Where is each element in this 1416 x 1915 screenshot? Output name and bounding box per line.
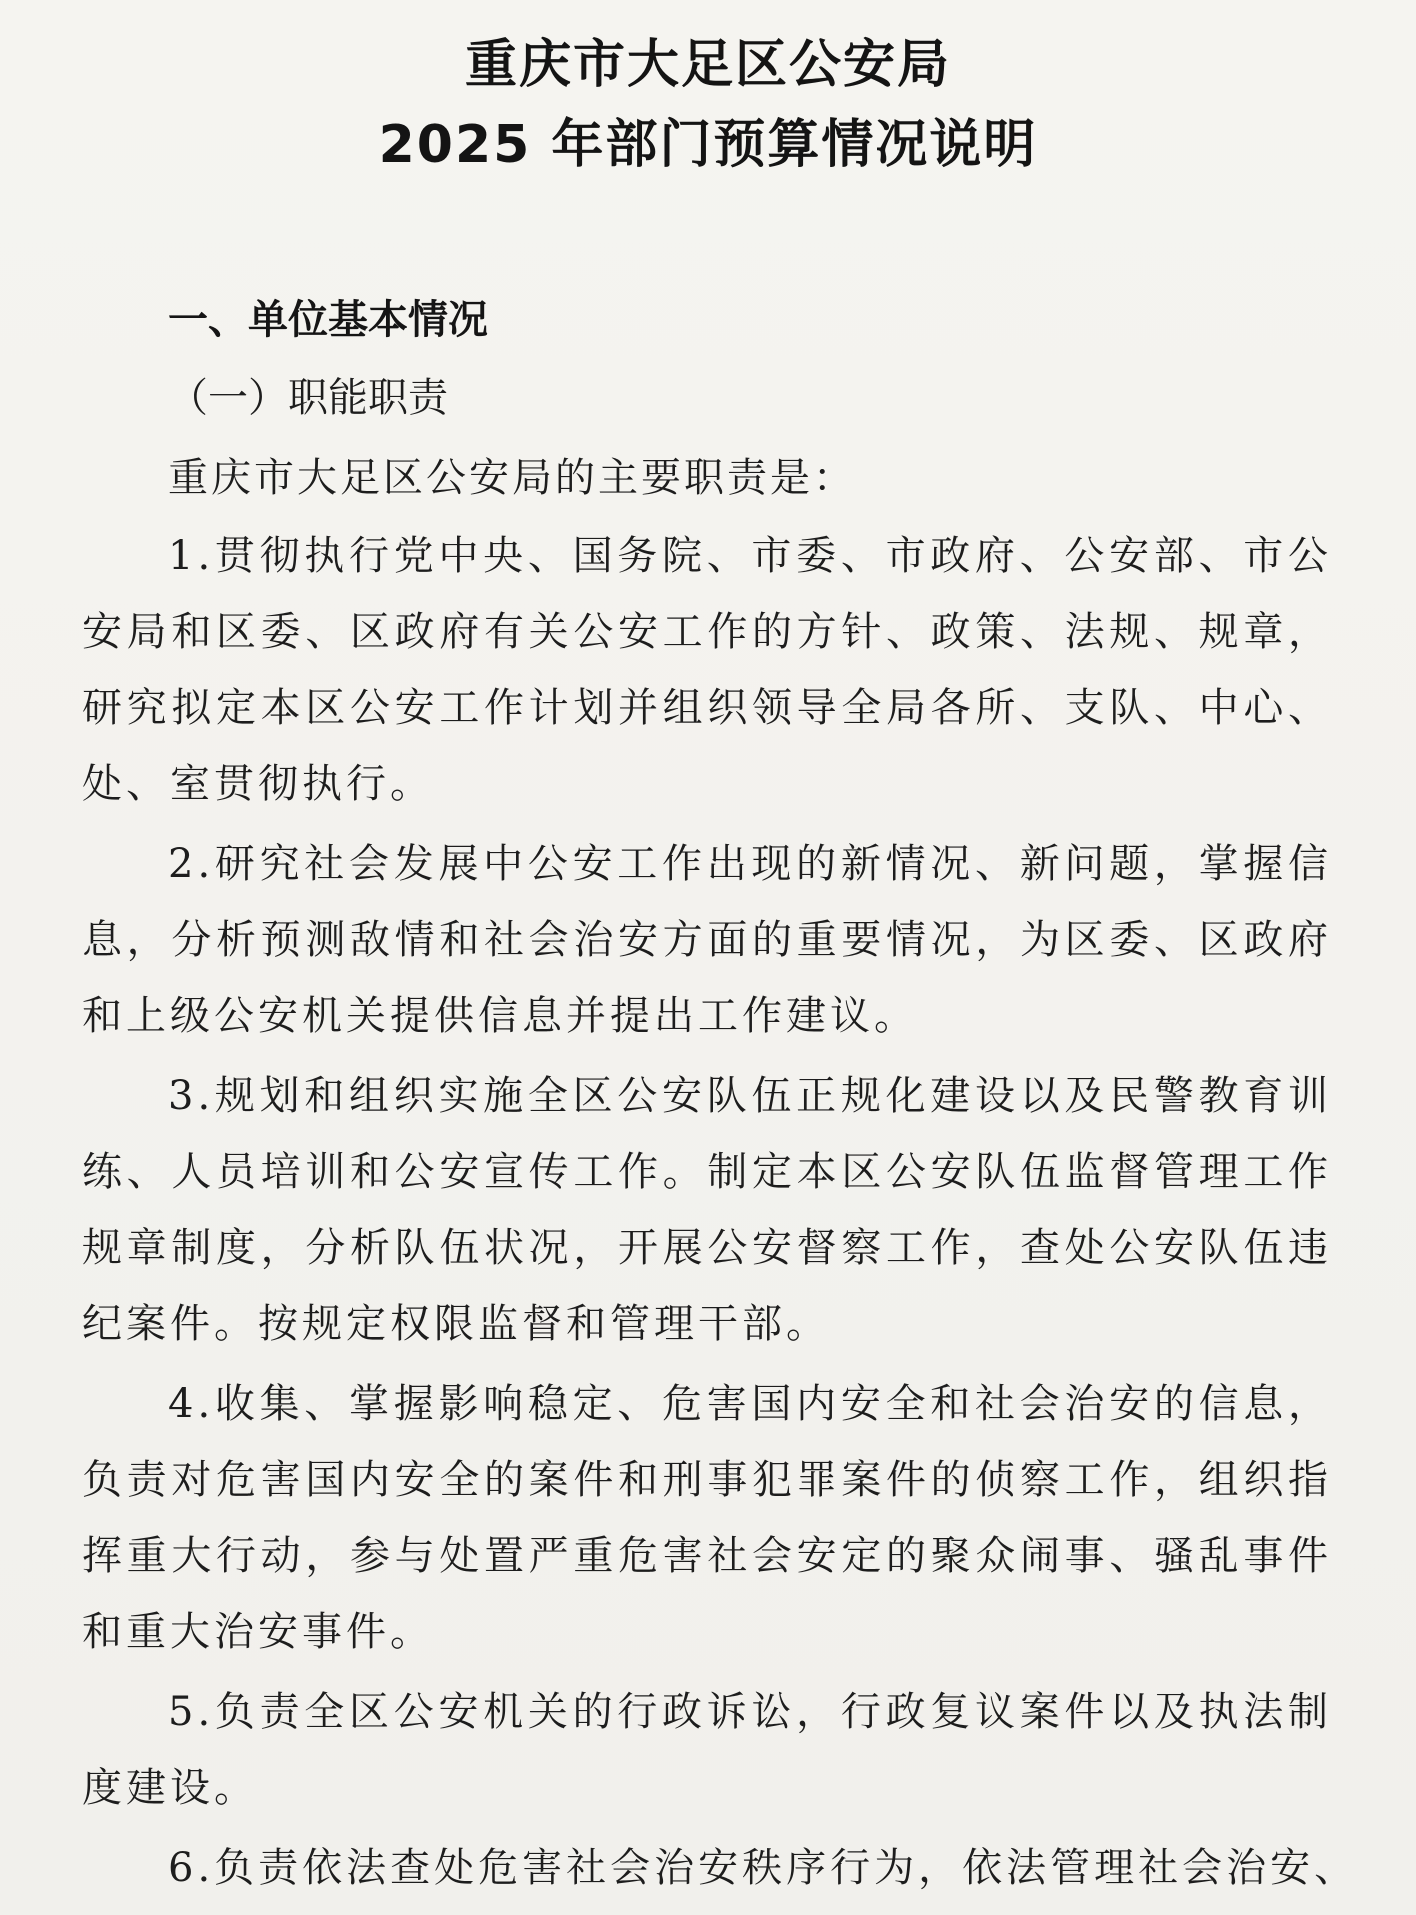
duty-paragraph-1: 1.贯彻执行党中央、国务院、市委、市政府、公安部、市公安局和区委、区政府有关公安工作的方针、政策、法规、规章，研究拟定本区公安工作计划并组织领导全局各所、支队、中心、处、室贯彻执行。 <box>82 533 1332 807</box>
subsection-heading: （一）职能职责 <box>168 375 448 421</box>
duty-paragraph-2: 2.研究社会发展中公安工作出现的新情况、新问题，掌握信息，分析预测敌情和社会治安方面的重要情况，为区委、区政府和上级公安机关提供信息并提出工作建议。 <box>82 841 1332 1039</box>
duties-list <box>82 518 1359 1910</box>
duty-paragraph-3: 3.规划和组织实施全区公安队伍正规化建设以及民警教育训练、人员培训和公安宣传工作。制定本区公安队伍监督管理工作规章制度，分析队伍状况，开展公安督察工作，查处公安队伍违纪案件。按规定权限监督和管理干部。 <box>82 1073 1332 1347</box>
intro-sentence: 重庆市大足区公安局的主要职责是： <box>168 455 856 501</box>
section-heading: 一、单位基本情况 <box>168 297 488 343</box>
document-title-line-2: 2025 年部门预算情况说明 <box>378 115 1038 175</box>
duty-paragraph-6: 6.负责依法查处危害社会治安秩序行为，依法管理社会治安、 <box>168 1845 1359 1891</box>
duty-paragraph-5: 5.负责全区公安机关的行政诉讼，行政复议案件以及执法制度建设。 <box>82 1689 1332 1811</box>
document-title-line-1: 重庆市大足区公安局 <box>464 35 951 95</box>
duty-paragraph-4: 4.收集、掌握影响稳定、危害国内安全和社会治安的信息，负责对危害国内安全的案件和刑事犯罪案件的侦察工作，组织指挥重大行动，参与处置严重危害社会安定的聚众闹事、骚乱事件和重大治安事件。 <box>82 1381 1332 1655</box>
